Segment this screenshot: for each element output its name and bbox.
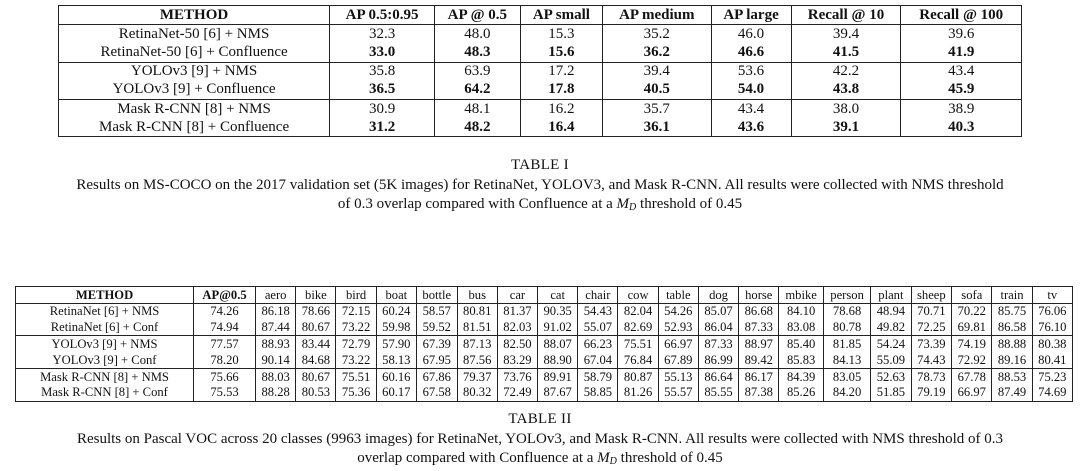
value-cell: 69.81: [952, 320, 992, 336]
column-header: aero: [256, 287, 296, 304]
value-cell: 15.3: [520, 25, 602, 44]
value-cell: [520, 118, 602, 137]
value-cell: 39.4: [791, 25, 901, 44]
column-header: sheep: [911, 287, 952, 304]
value-cell: 42.2: [791, 62, 901, 81]
value-cell: 76.84: [618, 352, 658, 368]
value-text: 40.3: [948, 118, 975, 135]
table-row: [16, 320, 1073, 336]
value-cell: 58.57: [416, 303, 457, 319]
value-text: 16.4: [548, 118, 575, 135]
column-header: table: [658, 287, 698, 304]
value-cell: 88.03: [256, 368, 296, 384]
value-cell: 48.1: [435, 99, 521, 118]
value-cell: 90.35: [538, 303, 578, 319]
value-cell: 76.06: [1032, 303, 1072, 319]
value-cell: [520, 81, 602, 100]
value-text: 48.3: [464, 43, 491, 60]
value-cell: 85.40: [779, 336, 824, 352]
method-cell: RetinaNet-50 [6] + Confluence: [59, 43, 330, 62]
table-caption: [20, 176, 1060, 217]
value-cell: 88.88: [992, 336, 1032, 352]
value-cell: 59.52: [416, 320, 457, 336]
value-cell: [330, 81, 435, 100]
column-header: bike: [296, 287, 336, 304]
value-cell: 74.43: [911, 352, 952, 368]
value-cell: 77.57: [194, 336, 256, 352]
value-text: 43.8: [832, 81, 860, 98]
value-cell: 38.9: [901, 99, 1022, 118]
value-cell: 81.26: [618, 385, 658, 401]
value-cell: 86.58: [992, 320, 1032, 336]
value-cell: 39.6: [901, 25, 1022, 44]
value-cell: 80.67: [296, 368, 336, 384]
table-label: TABLE II: [508, 411, 572, 427]
value-text: 36.5: [368, 81, 396, 98]
value-cell: 73.22: [336, 320, 376, 336]
value-cell: 35.8: [330, 62, 435, 81]
math-symbol: M: [597, 450, 610, 466]
value-cell: [711, 43, 791, 62]
table-body: [59, 25, 1022, 137]
value-cell: 55.57: [658, 385, 698, 401]
value-cell: 87.67: [538, 385, 578, 401]
value-cell: [603, 81, 711, 100]
value-cell: 35.2: [603, 25, 711, 44]
value-cell: 60.16: [376, 368, 416, 384]
value-cell: [711, 118, 791, 137]
value-cell: 52.63: [871, 368, 911, 384]
value-text: 64.2: [464, 81, 491, 98]
value-cell: 72.25: [911, 320, 952, 336]
value-text: 54.0: [737, 81, 765, 98]
value-cell: 72.15: [336, 303, 376, 319]
value-cell: 87.33: [739, 320, 779, 336]
caption-text-segment: of 0.3 overlap compared with Confluence at a: [337, 196, 617, 212]
value-cell: 54.26: [658, 303, 698, 319]
value-cell: 86.17: [739, 368, 779, 384]
value-text: 33.0: [368, 43, 396, 60]
value-cell: 82.04: [618, 303, 658, 319]
value-cell: 63.9: [435, 62, 521, 81]
value-cell: 54.43: [578, 303, 618, 319]
method-cell: YOLOv3 [9] + NMS: [130, 63, 258, 80]
table-row: [16, 352, 1073, 368]
value-cell: [330, 118, 435, 137]
value-cell: 16.2: [520, 99, 602, 118]
caption-text-segment: overlap compared with Confluence at a: [357, 450, 598, 466]
table-voc-results: [15, 286, 1073, 402]
value-cell: 79.19: [911, 385, 952, 401]
value-cell: 67.89: [658, 352, 698, 368]
value-text: 40.5: [643, 81, 670, 98]
method-cell: YOLOv3 [9] + Conf: [16, 352, 194, 368]
table-row: [16, 385, 1073, 401]
table-row: [59, 81, 1022, 100]
table-body: [16, 303, 1073, 401]
value-cell: [791, 118, 901, 137]
value-text: 48.2: [464, 118, 491, 135]
value-text: 36.1: [643, 118, 670, 135]
value-cell: 87.44: [256, 320, 296, 336]
value-text: 31.2: [368, 118, 396, 135]
value-cell: 86.68: [739, 303, 779, 319]
value-cell: [435, 81, 521, 100]
column-header: chair: [578, 287, 618, 304]
value-cell: 54.24: [871, 336, 911, 352]
value-cell: 74.19: [952, 336, 992, 352]
value-cell: 87.33: [698, 336, 738, 352]
value-cell: 87.56: [457, 352, 497, 368]
value-cell: 67.58: [416, 385, 457, 401]
column-header-method: METHOD: [16, 287, 194, 304]
value-cell: [435, 43, 521, 62]
column-header: AP small: [520, 6, 602, 25]
table-label: TABLE I: [511, 157, 569, 173]
value-cell: 78.20: [194, 352, 256, 368]
column-header: cow: [618, 287, 658, 304]
value-text: 17.8: [548, 81, 575, 98]
value-cell: 84.20: [823, 385, 870, 401]
column-header: plant: [871, 287, 911, 304]
value-cell: 80.81: [457, 303, 497, 319]
caption-line: [20, 195, 1060, 217]
column-header: AP medium: [603, 6, 711, 25]
value-cell: 72.49: [497, 385, 537, 401]
value-cell: 83.44: [296, 336, 336, 352]
value-cell: 89.42: [739, 352, 779, 368]
value-cell: 67.39: [416, 336, 457, 352]
value-cell: 60.17: [376, 385, 416, 401]
value-cell: 73.76: [497, 368, 537, 384]
value-cell: 66.97: [658, 336, 698, 352]
value-cell: 75.66: [194, 368, 256, 384]
value-text: 41.9: [948, 43, 975, 60]
value-cell: 80.38: [1032, 336, 1072, 352]
value-cell: 48.94: [871, 303, 911, 319]
value-cell: 67.86: [416, 368, 457, 384]
column-header: sofa: [952, 287, 992, 304]
value-cell: [520, 43, 602, 62]
value-cell: 30.9: [330, 99, 435, 118]
value-cell: [791, 43, 901, 62]
value-cell: 81.85: [823, 336, 870, 352]
value-cell: 55.13: [658, 368, 698, 384]
column-header: bird: [336, 287, 376, 304]
value-cell: 88.93: [256, 336, 296, 352]
method-cell: Mask R-CNN [8] + NMS: [40, 369, 169, 384]
value-cell: 75.53: [194, 385, 256, 401]
value-cell: 58.85: [578, 385, 618, 401]
method-cell: YOLOv3 [9] + NMS: [51, 336, 158, 351]
column-header: bottle: [416, 287, 457, 304]
value-cell: 80.78: [823, 320, 870, 336]
method-cell: Mask R-CNN [8] + Conf: [41, 385, 168, 400]
value-cell: 78.73: [911, 368, 952, 384]
table-row: [59, 43, 1022, 62]
value-cell: 80.53: [296, 385, 336, 401]
value-cell: 70.22: [952, 303, 992, 319]
value-cell: 89.91: [538, 368, 578, 384]
column-header: AP large: [711, 6, 791, 25]
column-header: dog: [698, 287, 738, 304]
value-cell: 72.92: [952, 352, 992, 368]
value-cell: 49.82: [871, 320, 911, 336]
column-header: Recall @ 10: [791, 6, 901, 25]
table-row: [59, 62, 1022, 81]
value-cell: 57.90: [376, 336, 416, 352]
value-cell: 84.68: [296, 352, 336, 368]
value-cell: 86.04: [698, 320, 738, 336]
value-cell: 58.13: [376, 352, 416, 368]
value-cell: 55.09: [871, 352, 911, 368]
value-cell: 70.71: [911, 303, 952, 319]
value-cell: 39.4: [603, 62, 711, 81]
value-cell: 84.10: [779, 303, 824, 319]
value-cell: 88.53: [992, 368, 1032, 384]
value-cell: 59.98: [376, 320, 416, 336]
value-cell: [791, 81, 901, 100]
value-text: 41.5: [832, 43, 860, 60]
value-cell: 82.69: [618, 320, 658, 336]
value-cell: 80.41: [1032, 352, 1072, 368]
caption-text-segment: threshold of 0.45: [616, 450, 723, 466]
value-cell: 85.75: [992, 303, 1032, 319]
value-cell: [603, 43, 711, 62]
math-subscript: D: [629, 202, 637, 213]
column-header: bus: [457, 287, 497, 304]
value-cell: 83.08: [779, 320, 824, 336]
value-cell: 51.85: [871, 385, 911, 401]
table-row: [16, 336, 1073, 352]
value-cell: 74.94: [194, 320, 256, 336]
column-header: person: [823, 287, 870, 304]
caption-text-segment: threshold of 0.45: [636, 196, 743, 212]
value-cell: 84.39: [779, 368, 824, 384]
value-cell: 87.38: [739, 385, 779, 401]
value-text: 39.1: [832, 118, 860, 135]
value-cell: 80.67: [296, 320, 336, 336]
value-cell: [901, 43, 1022, 62]
value-cell: 87.13: [457, 336, 497, 352]
table-header-row: [16, 287, 1073, 304]
value-cell: [330, 43, 435, 62]
value-cell: 66.23: [578, 336, 618, 352]
value-cell: 85.83: [779, 352, 824, 368]
value-cell: 32.3: [330, 25, 435, 44]
value-cell: 73.39: [911, 336, 952, 352]
value-cell: 76.10: [1032, 320, 1072, 336]
method-cell: Mask R-CNN [8] + Confluence: [99, 118, 290, 135]
value-cell: 80.32: [457, 385, 497, 401]
table-caption: [20, 430, 1060, 471]
value-cell: 73.22: [336, 352, 376, 368]
value-cell: 84.13: [823, 352, 870, 368]
value-cell: 88.28: [256, 385, 296, 401]
value-cell: [901, 81, 1022, 100]
math-subscript: D: [609, 456, 617, 467]
value-cell: 86.64: [698, 368, 738, 384]
value-cell: 79.37: [457, 368, 497, 384]
value-cell: 85.55: [698, 385, 738, 401]
table-row: [59, 118, 1022, 137]
value-cell: 85.07: [698, 303, 738, 319]
value-cell: 81.37: [497, 303, 537, 319]
caption-line: Results on Pascal VOC across 20 classes (9963 images) for RetinaNet, YOLOv3, and Mask R-CNN. All results were collected with NMS threshold of 0.3: [76, 431, 1004, 447]
value-cell: 43.4: [711, 99, 791, 118]
value-cell: 53.6: [711, 62, 791, 81]
value-cell: 67.04: [578, 352, 618, 368]
value-cell: 75.51: [336, 368, 376, 384]
caption-line: [20, 449, 1060, 471]
value-cell: 43.4: [901, 62, 1022, 81]
value-cell: 52.93: [658, 320, 698, 336]
value-cell: 38.0: [791, 99, 901, 118]
value-cell: 86.18: [256, 303, 296, 319]
value-cell: [435, 118, 521, 137]
column-header-method: METHOD: [59, 6, 330, 25]
value-cell: 67.78: [952, 368, 992, 384]
value-cell: 85.26: [779, 385, 824, 401]
value-cell: 83.05: [823, 368, 870, 384]
value-cell: 81.51: [457, 320, 497, 336]
method-cell: YOLOv3 [9] + Confluence: [59, 81, 330, 100]
value-text: 43.6: [737, 118, 765, 135]
method-cell: RetinaNet-50 [6] + NMS: [118, 25, 270, 42]
value-cell: 86.99: [698, 352, 738, 368]
value-text: 36.2: [643, 43, 670, 60]
value-cell: 75.23: [1032, 368, 1072, 384]
value-cell: 88.90: [538, 352, 578, 368]
column-header: cat: [538, 287, 578, 304]
value-cell: [603, 118, 711, 137]
value-text: 45.9: [948, 81, 975, 98]
table-row: [16, 368, 1073, 384]
value-cell: 90.14: [256, 352, 296, 368]
value-cell: 58.79: [578, 368, 618, 384]
table-row: [59, 25, 1022, 44]
value-cell: 67.95: [416, 352, 457, 368]
value-cell: 75.36: [336, 385, 376, 401]
value-cell: 89.16: [992, 352, 1032, 368]
value-text: 15.6: [548, 43, 575, 60]
value-cell: 87.49: [992, 385, 1032, 401]
value-cell: 88.07: [538, 336, 578, 352]
column-header: train: [992, 287, 1032, 304]
value-cell: 55.07: [578, 320, 618, 336]
value-cell: 66.97: [952, 385, 992, 401]
method-cell: RetinaNet [6] + NMS: [49, 304, 160, 319]
value-cell: 82.03: [497, 320, 537, 336]
column-header: horse: [739, 287, 779, 304]
column-header: AP 0.5:0.95: [330, 6, 435, 25]
value-cell: 60.24: [376, 303, 416, 319]
value-cell: [711, 81, 791, 100]
column-header: AP@0.5: [194, 287, 256, 304]
caption-line: Results on MS-COCO on the 2017 validation set (5K images) for RetinaNet, YOLOV3, and Mask R-CNN. All results were collected with NMS threshold: [76, 177, 1004, 193]
value-cell: 78.68: [823, 303, 870, 319]
value-cell: 91.02: [538, 320, 578, 336]
column-header: car: [497, 287, 537, 304]
value-cell: 46.0: [711, 25, 791, 44]
column-header: boat: [376, 287, 416, 304]
value-cell: 17.2: [520, 62, 602, 81]
column-header: AP @ 0.5: [435, 6, 521, 25]
table-row: [59, 99, 1022, 118]
value-cell: 78.66: [296, 303, 336, 319]
value-cell: [901, 118, 1022, 137]
value-cell: 35.7: [603, 99, 711, 118]
table-row: [16, 303, 1073, 319]
value-cell: 82.50: [497, 336, 537, 352]
value-cell: 72.79: [336, 336, 376, 352]
value-cell: 75.51: [618, 336, 658, 352]
column-header: mbike: [779, 287, 824, 304]
value-cell: 48.0: [435, 25, 521, 44]
value-cell: 83.29: [497, 352, 537, 368]
value-cell: 74.69: [1032, 385, 1072, 401]
method-cell: Mask R-CNN [8] + NMS: [117, 100, 271, 117]
table-coco-results: [58, 5, 1022, 137]
method-cell: RetinaNet [6] + Conf: [16, 320, 194, 336]
math-symbol: M: [616, 196, 630, 212]
value-cell: 80.87: [618, 368, 658, 384]
value-text: 46.6: [737, 43, 765, 60]
column-header: Recall @ 100: [901, 6, 1022, 25]
column-header: tv: [1032, 287, 1072, 304]
table-header-row: [59, 6, 1022, 25]
value-cell: 88.97: [739, 336, 779, 352]
value-cell: 74.26: [194, 303, 256, 319]
